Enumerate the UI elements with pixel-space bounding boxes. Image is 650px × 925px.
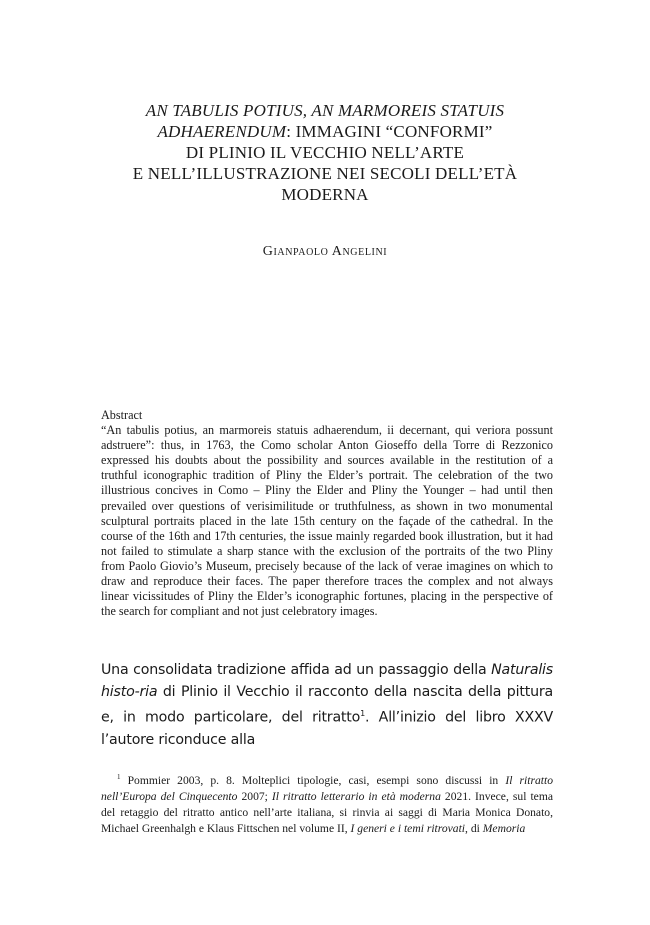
footnote-part-3: 2021. Invece, sul tema del retaggio del ritratto antico nell’arte italiana, si rinvia ai saggi di Maria Monica Donato, Michael Greenhalgh e Klaus Fittschen nel volume II, [101, 789, 553, 835]
title-line-3: DI PLINIO IL VECCHIO NELL’ARTE [185, 143, 465, 162]
title-line-2 [0, 121, 650, 142]
title-line-1: AN TABULIS POTIUS, AN MARMOREIS STATUIS [145, 101, 505, 120]
title-line-2-italic: ADHAERENDUM [157, 122, 287, 141]
body-text-part-3: . All’inizio del libro XXXV l’autore riconduce alla [101, 709, 553, 748]
title-line-5: MODERNA [281, 185, 369, 204]
footnote-italic-1: Il ritratto nell’Europa del Cinquecento [101, 773, 553, 803]
body-text-part-1: Una consolidata tradizione affida ad un passaggio della [101, 662, 492, 678]
abstract-text: “An tabulis potius, an marmoreis statuis adhaerendum, ii decernant, qui veriora possunt adstruere”: thus, in 1763, the Como scholar Anton Gioseffo della Torre di Rezzonico expressed his doubts about the possibility and sources available in the restitution of a truthful iconographic tradition of Pliny the Elder’s portrait. The celebration of the two illustrious concives in Como – Pliny the Elder and Pliny the Younger – had until then prevailed over questions of verisimilitude or truthfulness, as shown in two monumental sculptural portraits placed in the late 15th century on the façade of the cathedral. In the course of the 16th and 17th centuries, the issue mainly regarded book illustration, but it had not failed to stimulate a sharp stance with the exclusion of the portraits of the two Pliny from Paolo Giovio’s Museum, precisely because of the lack of verae imagines on which to draw and reproduce their faces. The paper therefore traces the complex and not always linear vicissitudes of Pliny the Elder’s iconographic fortunes, placing in the perspective of the search for compliant and not just celebratory images. [101, 423, 553, 619]
footnote-italic-4: Memoria [482, 821, 526, 835]
title-line-2-rest: : IMMAGINI “CONFORMI” [286, 122, 493, 141]
footnote-part-2: 2007; [237, 789, 272, 803]
body-text-italic-1: Naturalis histo-ria [101, 662, 553, 700]
footnote-italic-2: Il ritratto letterario in età moderna [271, 789, 441, 803]
footnote-italic-3: I generi e i temi ritrovati [350, 821, 466, 835]
footnote [101, 769, 553, 837]
footnote-number: 1 [117, 773, 121, 781]
body-paragraph [101, 659, 553, 751]
author-name: Gianpaolo Angelini [262, 244, 388, 259]
footnote-part-1: Pommier 2003, p. 8. Molteplici tipologie, casi, esempi sono discussi in [120, 773, 506, 787]
footnote-part-4: , di [465, 821, 483, 835]
footnote-reference[interactable]: 1 [360, 709, 366, 718]
article-title [0, 100, 650, 205]
title-line-4: E NELL’ILLUSTRAZIONE NEI SECOLI DELL’ETÀ [132, 164, 518, 183]
abstract-section [101, 408, 553, 619]
body-text-part-2: di Plinio il Vecchio il racconto della nascita della pittura e, in modo particolare, del ritratto [101, 684, 553, 726]
abstract-heading: Abstract [101, 408, 143, 422]
